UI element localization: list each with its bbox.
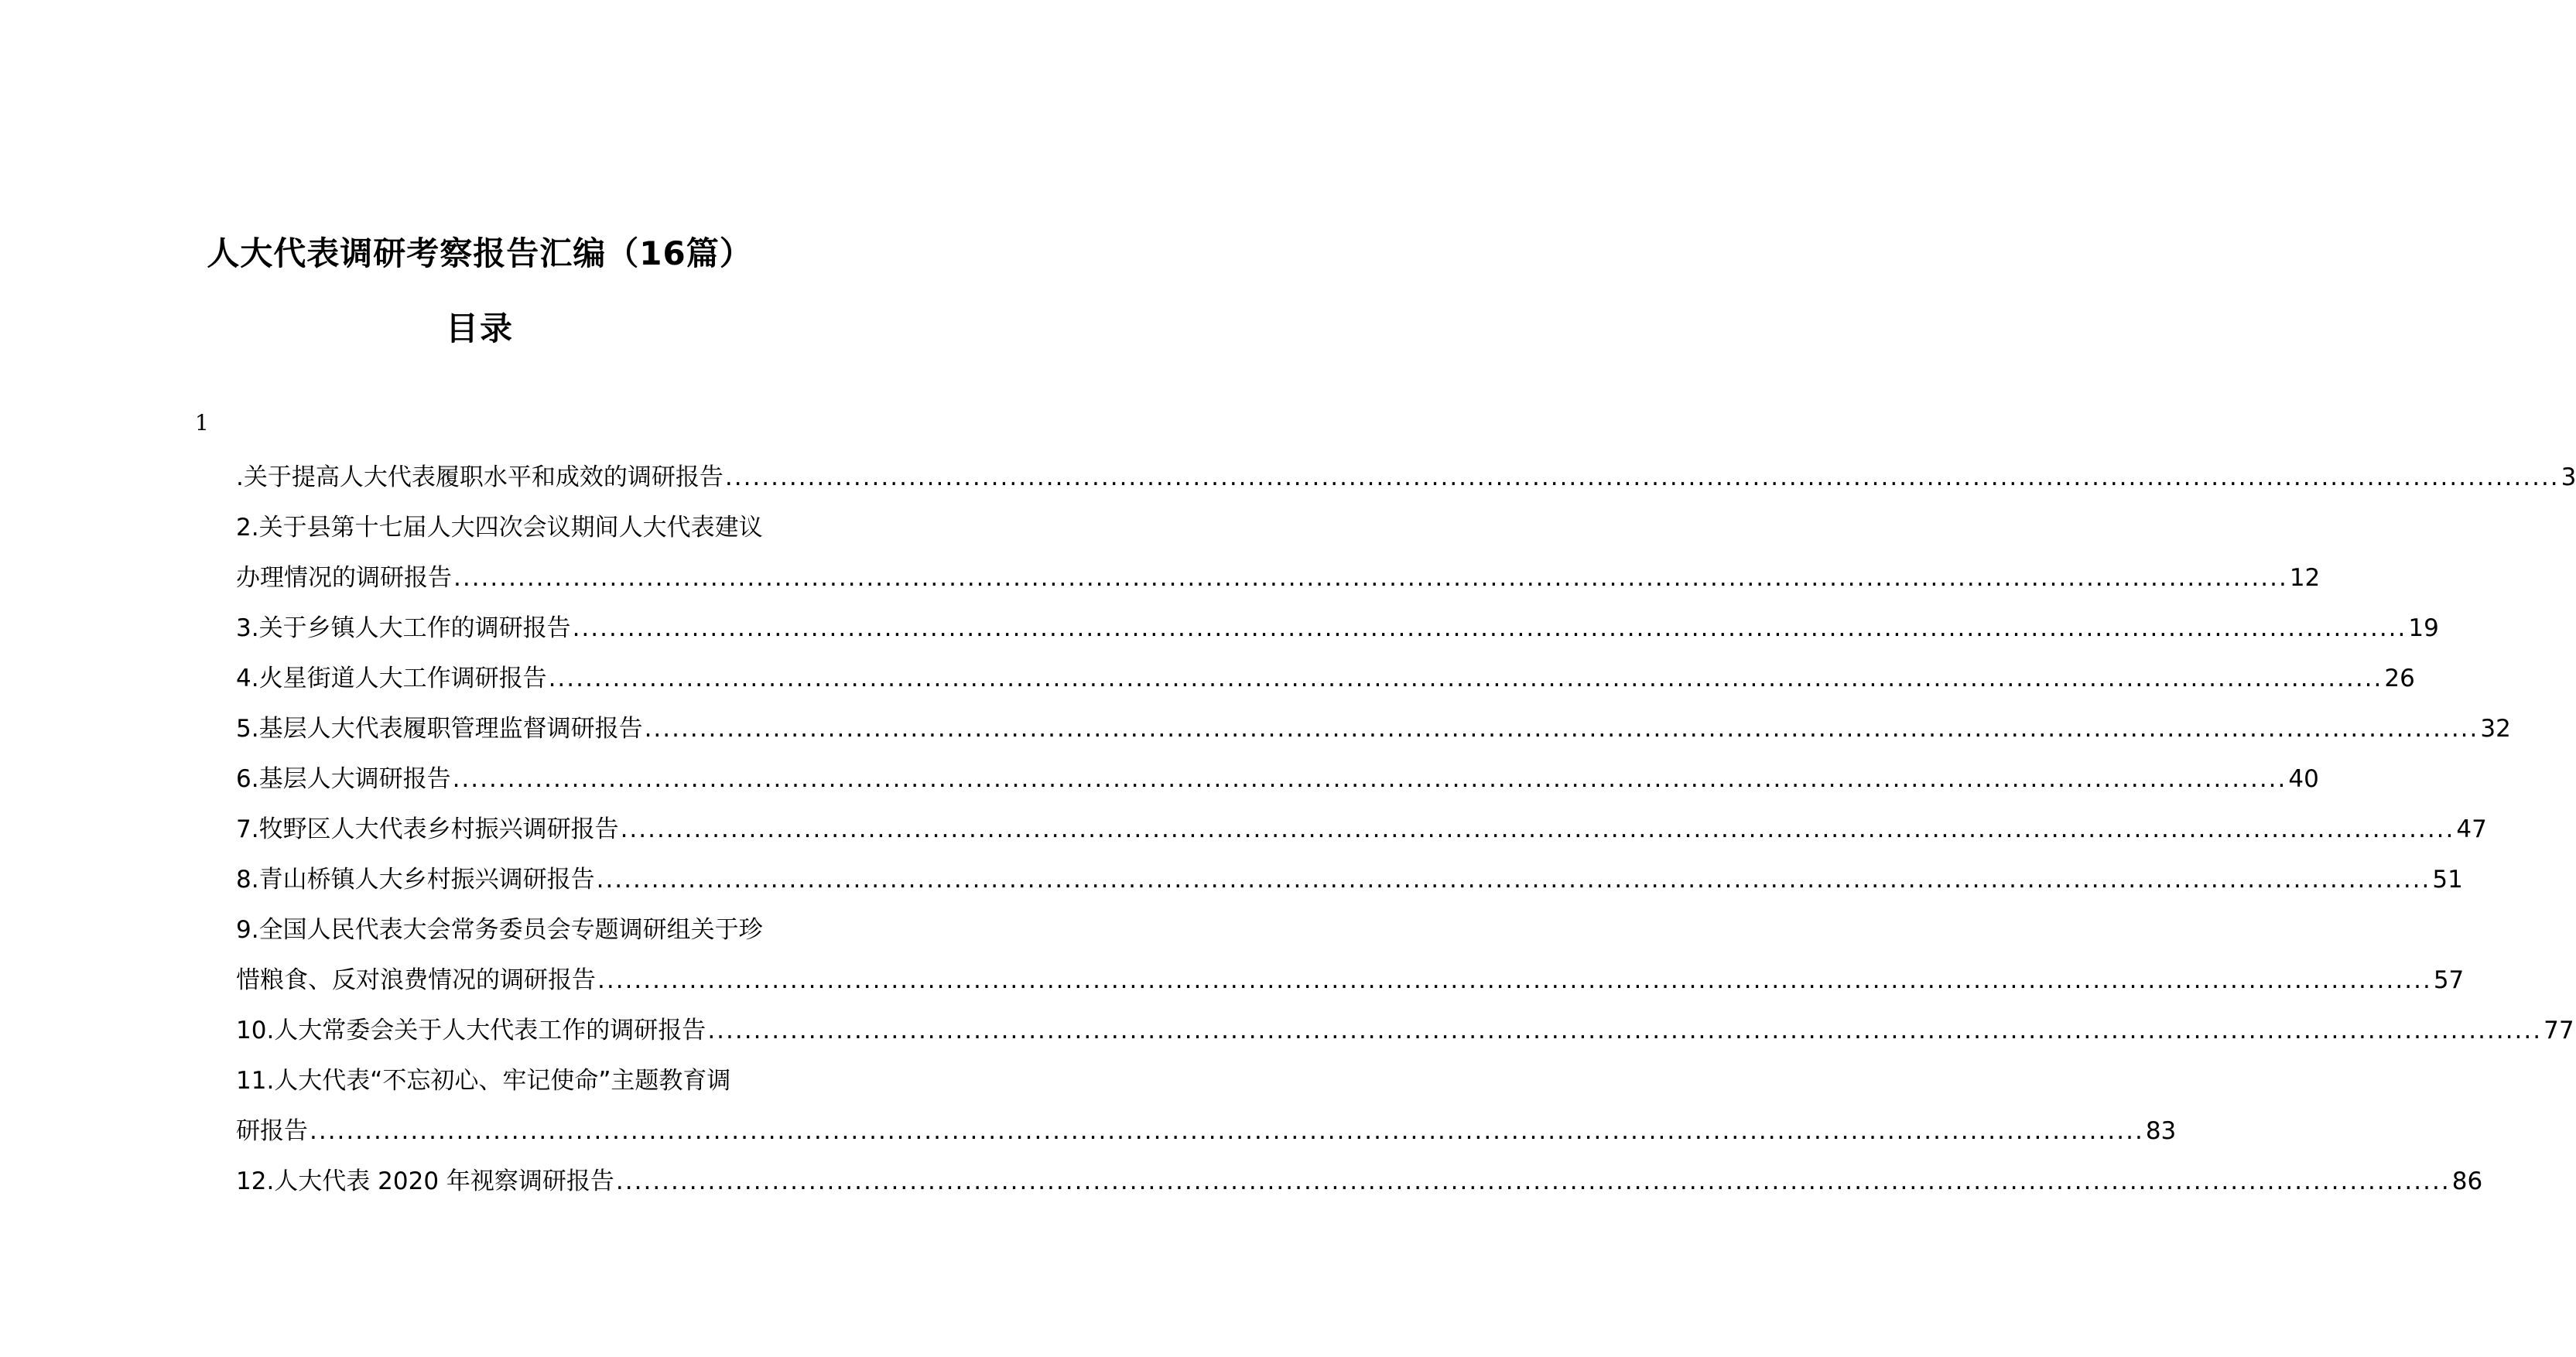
toc-entry-title: 8.青山桥镇人大乡村振兴调研报告: [236, 866, 595, 894]
toc-leader-dots: ........................................................................................................................................................................................................: [452, 765, 2287, 793]
toc-entry-title: 3.关于乡镇人大工作的调研报告: [236, 614, 571, 642]
toc-entry-page: 83: [2145, 1117, 2177, 1145]
toc-entry-page: 12: [2289, 564, 2321, 592]
toc-entry-title: 11.人大代表“不忘初心、牢记使命”主题教育调: [236, 1067, 731, 1095]
toc-entry-page: 57: [2433, 966, 2465, 994]
toc-entry: [236, 1157, 2483, 1207]
toc-entry: [236, 553, 2321, 603]
toc-entry-title: 5.基层人大代表履职管理监督调研报告: [236, 715, 643, 743]
toc-entry-page: 77: [2544, 1017, 2574, 1044]
toc-entry-page: 32: [2480, 715, 2511, 743]
toc-leader-dots: ........................................................................................................................................................................................................: [620, 815, 2455, 843]
toc-entry-title: 4.火星街道人大工作调研报告: [236, 665, 547, 692]
toc-entry-page: 47: [2456, 815, 2487, 843]
toc-entry: [236, 1106, 2177, 1157]
toc-entry-title: 7.牧野区人大代表乡村振兴调研报告: [236, 815, 619, 843]
toc-entry: [236, 1006, 2574, 1056]
toc-entry-page: 26: [2384, 665, 2415, 692]
toc-entry-page: 51: [2432, 866, 2463, 894]
toc-leader-dots: ........................................................................................................................................................................................................: [453, 564, 2288, 592]
toc-leader-dots: ........................................................................................................................................................................................................: [548, 665, 2383, 692]
toc-entry-title: 研报告: [236, 1117, 308, 1145]
toc-entry-title: .关于提高人大代表履职水平和成效的调研报告: [236, 463, 724, 491]
toc-heading: 目录: [445, 309, 514, 347]
toc-leader-dots: ........................................................................................................................................................................................................: [615, 1167, 2451, 1195]
toc-entry: [236, 855, 2463, 905]
toc-leader-dots: ........................................................................................................................................................................................................: [644, 715, 2479, 743]
toc-entry-title: 2.关于县第十七届人大四次会议期间人大代表建议: [236, 514, 763, 542]
toc-entry: [236, 704, 2511, 754]
toc-entry-title: 办理情况的调研报告: [236, 564, 452, 592]
toc-entry: [236, 805, 2487, 855]
toc-entry-title: 9.全国人民代表大会常务委员会专题调研组关于珍: [236, 916, 763, 944]
toc-entry: [236, 503, 812, 553]
toc-entry: [236, 1056, 812, 1106]
toc-entry: [236, 453, 2576, 503]
toc-entry-page: 19: [2408, 614, 2439, 642]
toc-entry-page: 40: [2288, 765, 2319, 793]
toc-entry: [236, 603, 2439, 654]
toc-entry-title: 6.基层人大调研报告: [236, 765, 451, 793]
toc-entry: [236, 905, 812, 955]
toc-leader-dots: ........................................................................................................................................................................................................: [310, 1117, 2144, 1145]
toc-leader-dots: ........................................................................................................................................................................................................: [597, 966, 2432, 994]
table-of-contents: [236, 453, 2576, 1207]
toc-entry-page: 3: [2561, 463, 2576, 491]
document-title: 人大代表调研考察报告汇编（16篇）: [207, 234, 753, 272]
toc-leader-dots: ........................................................................................................................................................................................................: [596, 866, 2431, 894]
toc-entry-page: 86: [2451, 1167, 2483, 1195]
toc-entry: [236, 955, 2465, 1006]
page-number: 1: [195, 410, 209, 436]
toc-entry-title: 12.人大代表 2020 年视察调研报告: [236, 1167, 614, 1195]
toc-entry-title: 10.人大常委会关于人大代表工作的调研报告: [236, 1017, 706, 1044]
toc-leader-dots: ........................................................................................................................................................................................................: [707, 1017, 2543, 1044]
toc-entry: [236, 754, 2319, 805]
toc-leader-dots: ........................................................................................................................................................................................................: [572, 614, 2407, 642]
toc-entry: [236, 654, 2415, 704]
toc-leader-dots: ........................................................................................................................................................................................................: [724, 463, 2560, 491]
toc-entry-title: 惜粮食、反对浪费情况的调研报告: [236, 966, 596, 994]
